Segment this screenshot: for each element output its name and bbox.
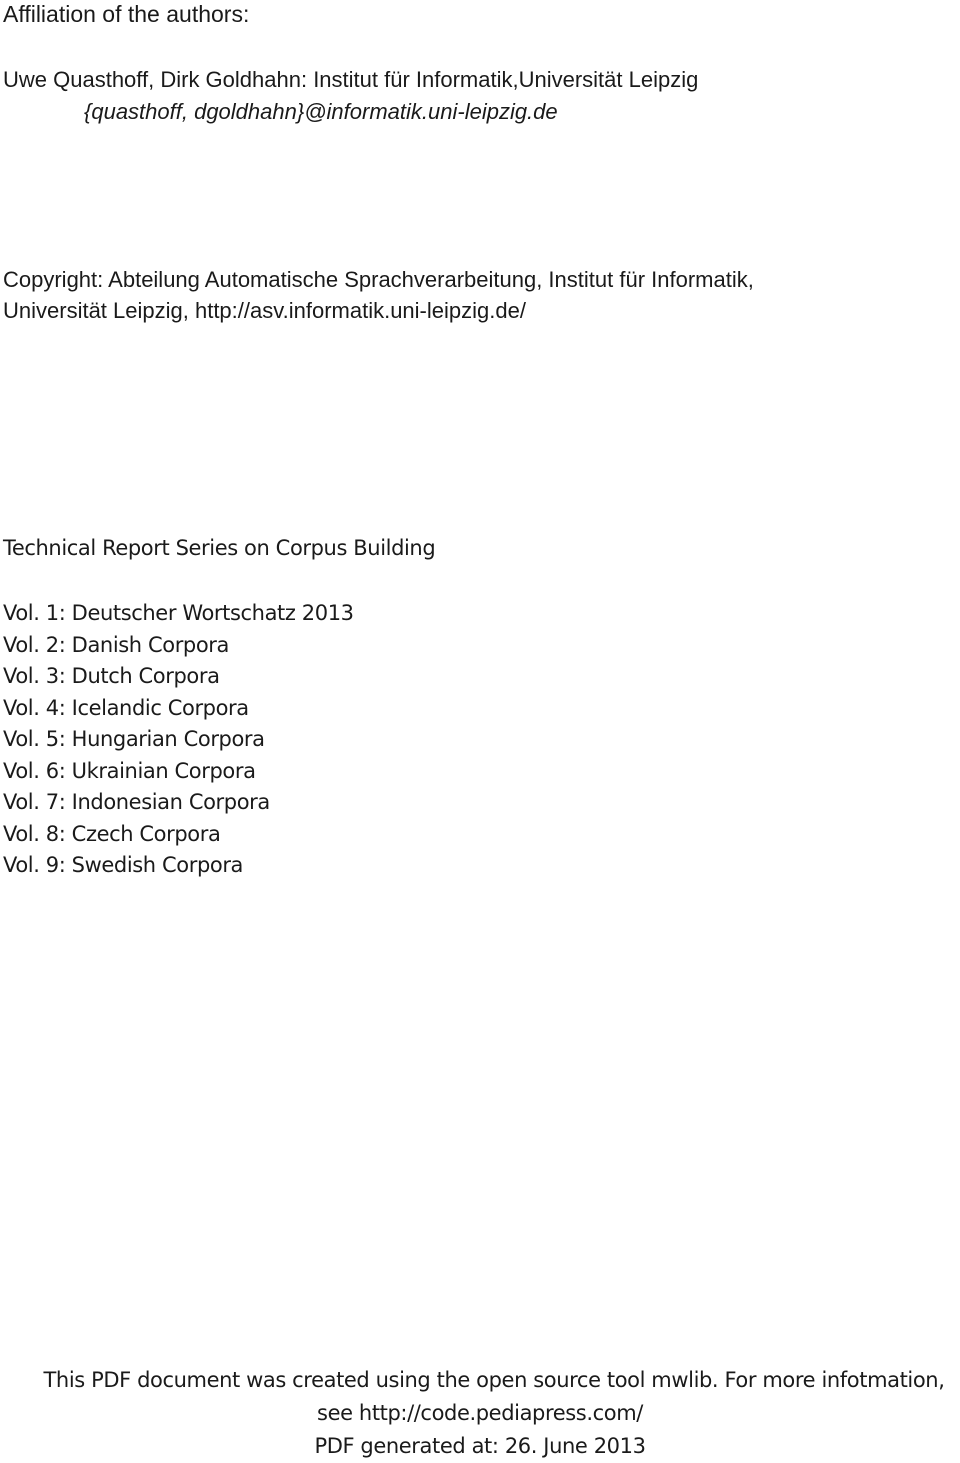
copyright-line-2: Universität Leipzig, http://asv.informatik.uni-leipzig.de/ [3,298,526,323]
volume-item: Vol. 2: Danish Corpora [3,632,230,657]
copyright-block [3,264,754,326]
authors-email: {quasthoff, dgoldhahn}@informatik.uni-leipzig.de [84,99,558,124]
copyright-line-1: Copyright: Abteilung Automatische Sprachverarbeitung, Institut für Informatik, [3,267,754,292]
volume-item: Vol. 7: Indonesian Corpora [3,790,270,814]
affiliation-heading: Affiliation of the authors: [3,1,250,27]
volume-item: Vol. 1: Deutscher Wortschatz 2013 [3,601,354,625]
volume-item: Vol. 5: Hungarian Corpora [3,727,265,751]
volume-list [3,598,354,882]
footer-line-3: PDF generated at: 26. June 2013 [314,1434,646,1458]
volume-item: Vol. 8: Czech Corpora [3,821,221,846]
footer-line-1: This PDF document was created using the open source tool mwlib. For more infotmation, [43,1368,945,1392]
footer-line-2: see http://code.pediapress.com/ [317,1401,643,1425]
authors-block [3,64,698,128]
authors-line: Uwe Quasthoff, Dirk Goldhahn: Institut für Informatik,Universität Leipzig [3,67,699,92]
volume-item: Vol. 6: Ukrainian Corpora [3,758,256,783]
series-title: Technical Report Series on Corpus Building [3,536,436,560]
volume-item: Vol. 3: Dutch Corpora [3,664,220,688]
volume-item: Vol. 9: Swedish Corpora [3,853,244,877]
volume-item: Vol. 4: Icelandic Corpora [3,695,249,720]
pdf-footer [0,1364,960,1463]
